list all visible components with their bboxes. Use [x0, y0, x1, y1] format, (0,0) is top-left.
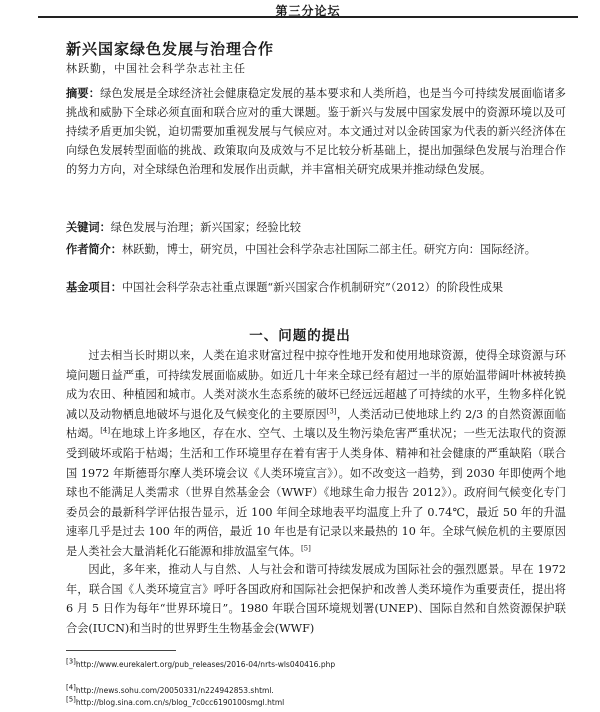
- running-title: 第三分论坛: [275, 4, 341, 18]
- abstract: [66, 84, 566, 179]
- body-paragraph-1: [66, 346, 566, 562]
- author-bio: [66, 240, 566, 260]
- footnote-3: [66, 657, 586, 669]
- abstract-text: 绿色发展是全球经济社会健康稳定发展的基本要求和人类所趋，也是当今可持续发展面临诸多挑战和威胁下全球必须直面和联合应对的重大课题。鉴于新兴与发展中国家发展中的资源环境以及可持续矛盾更加尖锐，迫切需要加重视发展与气候应对。本文通过对以金砖国家为代表的新兴经济体在向绿色发展转型面临的挑战、政策取向及成效与不足比较分析基础上，提出加强绿色发展与治理合作的努力方向，对全球绿色治理和发展作出贡献，并丰富相关研究成果并推动绿色发展。: [66, 87, 566, 176]
- author-line: 林跃勤，中国社会科学杂志社主任: [66, 62, 246, 75]
- keywords-text: 绿色发展与治理；新兴国家；经验比较: [110, 221, 301, 234]
- footnote-4: [66, 683, 586, 695]
- footnote-3-link[interactable]: http://www.eurekalert.org/pub_releases/2016-04/nrts-wls040416.php: [75, 660, 336, 669]
- citation-4: [4]: [100, 426, 111, 435]
- p1-text-c: 在地球上许多地区，存在水、空气、土壤以及生物污染危害严重状况；一些无法取代的资源受到破坏或陷于枯竭；生活和工作环境里存在着有害于人类身体、精神和社会健康的严重缺陷（联合国 1972 年斯德哥尔摩人类环境会议《人类环境宣言》）。如不改变这一趋势，到 2030 年即使两个地球也不能满足人类需求（世界自然基金会（WWF）《地球生命力报告 2012》）。政府间气候变化专门委员会的最新科学评估报告显示，近 100 年间全球地表平均温度上升了 0.74℃，最近 50 年的升温速率几乎是过去 100 年的两倍，最近 10 年也是有记录以来最热的 10 年。全球气候危机的主要原因是人类社会大量消耗化石能源和排放温室气体。: [66, 427, 566, 558]
- footnote-5: [66, 695, 586, 707]
- article-title: 新兴国家绿色发展与治理合作: [66, 40, 275, 58]
- citation-3: [3]: [326, 407, 337, 416]
- citation-5: [5]: [300, 544, 311, 553]
- footnote-3-number: [3]: [66, 657, 76, 666]
- p1-text-b: ，人类活动已使地球上约 2/3 的自然资源面临枯竭。: [66, 407, 566, 441]
- funding-label: 基金项目：: [66, 280, 122, 294]
- p1-text-a: 过去相当长时期以来，人类在追求财富过程中掠夺性地开发和使用地球资源，使得全球资源与环境问题日益严重，可持续发展面临威胁。如近几十年来全球已经有超过一半的原始温带阔叶林被转换成为农田、种植园和城市。人类对淡水生态系统的破坏已经远远超越了可持续的水平，生物多样化锐减以及动物栖息地破坏与退化及气候变化的主要原因: [66, 349, 566, 421]
- running-header: [38, 0, 578, 18]
- keywords: [66, 218, 566, 238]
- footnote-5-link[interactable]: http://blog.sina.com.cn/s/blog_7c0cc6190100smgl.html: [75, 698, 285, 707]
- author-bio-text: 林跃勤，博士，研究员，中国社会科学杂志社国际二部主任。研究方向：国际经济。: [121, 243, 536, 256]
- footnote-4-link[interactable]: http://news.sohu.com/20050331/n224942853.shtml.: [75, 686, 274, 695]
- footnote-divider: [66, 650, 176, 651]
- footnote-5-number: [5]: [66, 695, 76, 704]
- footnote-4-number: [4]: [66, 683, 76, 692]
- keywords-label: 关键词：: [66, 220, 111, 234]
- funding: [66, 278, 566, 298]
- funding-text: 中国社会科学杂志社重点课题“新兴国家合作机制研究”（2012）的阶段性成果: [121, 281, 504, 294]
- section-heading: 一、问题的提出: [249, 328, 351, 344]
- abstract-label: 摘要：: [66, 86, 101, 100]
- author-bio-label: 作者简介：: [66, 242, 122, 256]
- body-paragraph-2: 因此，多年来，推动人与自然、人与社会和谐可持续发展成为国际社会的强烈愿景。早在 1972 年，联合国《人类环境宣言》呼吁各国政府和国际社会把保护和改善人类环境作为重要责任，提出将 6 月 5 日作为每年“世界环境日”。1980 年联合国环境规划署(UNEP)、国际自然和自然资源保护联合会(IUCN)和当时的世界野生生物基金会(WWF): [66, 563, 566, 635]
